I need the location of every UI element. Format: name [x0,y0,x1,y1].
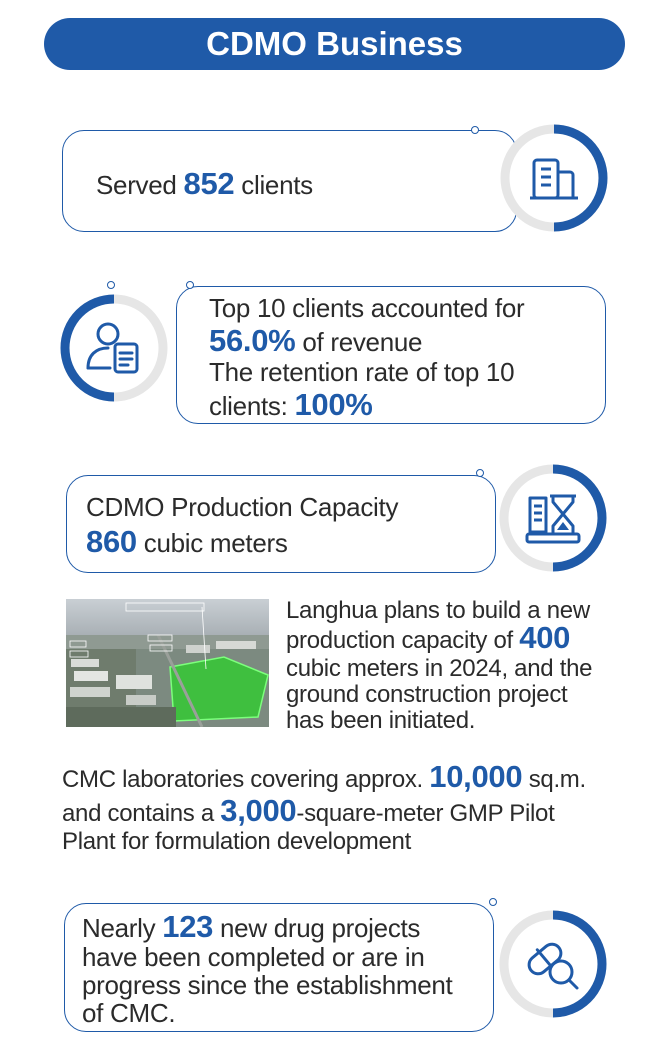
projects-count: 123 [162,909,214,944]
building-icon [498,122,610,234]
user-document-icon [58,292,170,404]
cmc-line1: CMC laboratories covering approx. 10,000 sq.m. [62,759,586,794]
card-connector-dot [489,898,497,906]
card-connector-dot [471,126,479,134]
hourglass-factory-icon [497,462,609,574]
top-clients-line4: clients: 100% [209,387,373,422]
plan-line2: production capacity of 400 [286,620,571,655]
construction-site-photo [66,599,269,727]
top-clients-line3: The retention rate of top 10 [209,357,515,387]
capacity-line1: CDMO Production Capacity [86,492,399,522]
projects-line4: of CMC. [82,998,176,1028]
retention-rate: 100% [294,387,373,422]
capsule-magnifier-icon [497,908,609,1020]
plan-line1: Langhua plans to build a new [286,597,590,624]
plan-line5: has been initiated. [286,707,476,734]
revenue-share: 56.0% [209,323,296,358]
clients-count: 852 [183,166,235,201]
planned-capacity: 400 [519,620,571,655]
projects-line2: have been completed or are in [82,942,425,972]
card-connector-dot [476,469,484,477]
cmc-line3: Plant for formulation development [62,828,411,855]
page-title: CDMO Business [206,25,463,62]
card-connector-dot [107,281,115,289]
projects-line1: Nearly 123 new drug projects [82,909,421,944]
top-clients-line2: 56.0% of revenue [209,323,423,358]
projects-line3: progress since the establishment [82,970,453,1000]
card-connector-dot [186,281,194,289]
pilot-plant-area: 3,000 [220,793,297,828]
capacity-line2: 860 cubic meters [86,524,288,559]
capacity-value: 860 [86,524,137,559]
page-title-banner [44,18,625,70]
lab-area: 10,000 [429,759,523,794]
clients-served-text: Served 852 clients [96,166,313,201]
top-clients-line1: Top 10 clients accounted for [209,293,525,323]
cmc-line2: and contains a 3,000-square-meter GMP Pilot [62,793,555,828]
plan-line3: cubic meters in 2024, and the [286,655,593,682]
plan-line4: ground construction project [286,681,568,708]
